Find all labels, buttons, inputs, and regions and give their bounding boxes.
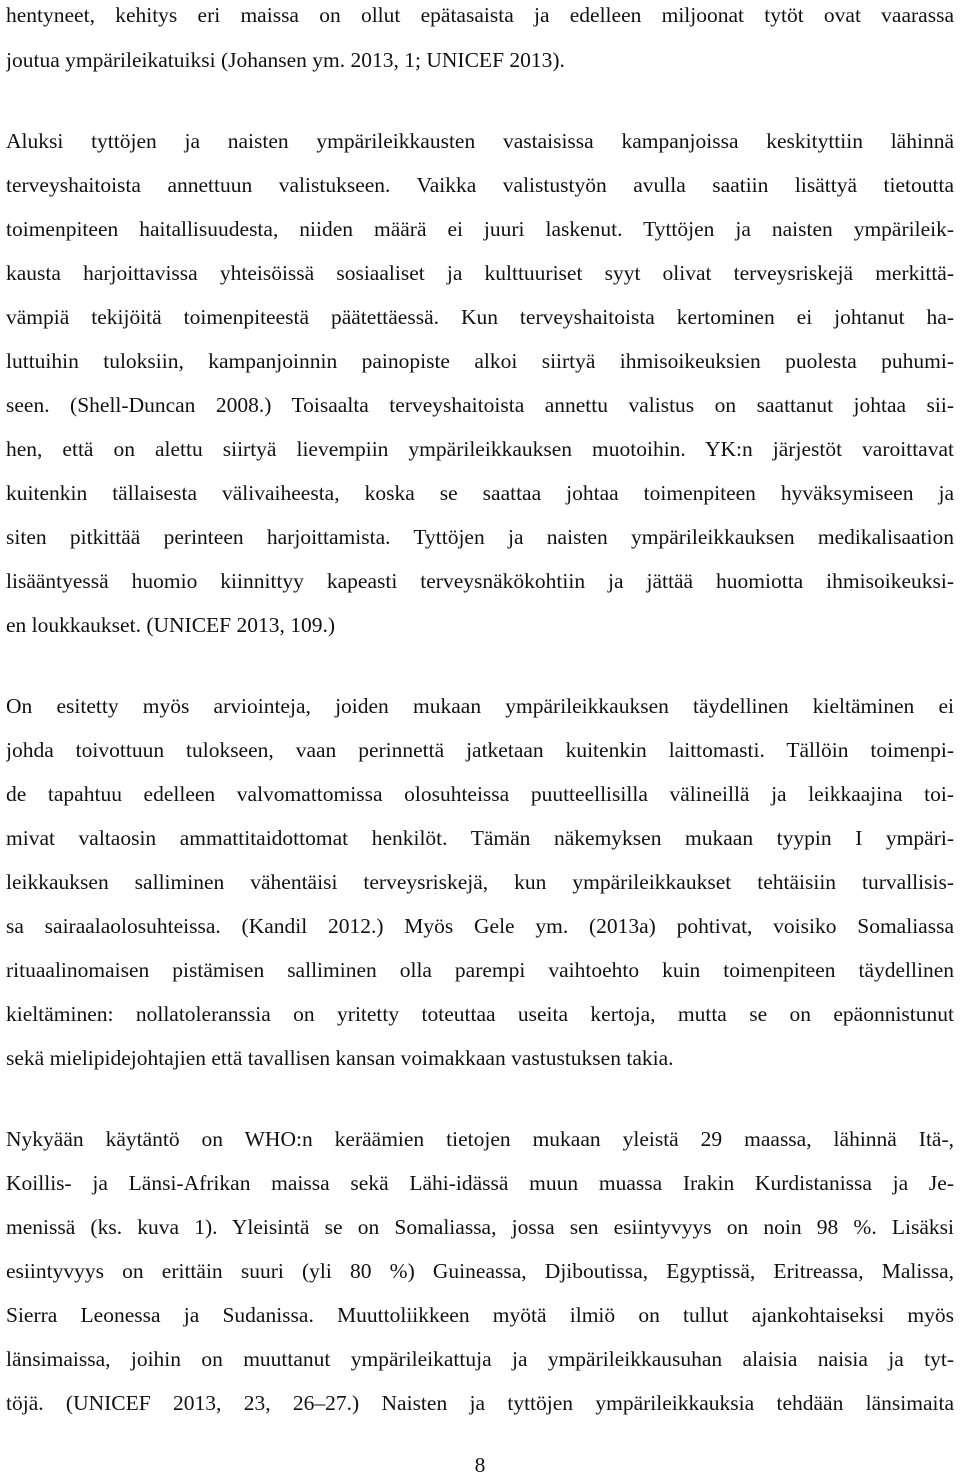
- text-line: On esitetty myös arviointeja, joiden mukaan ympärileikkauksen täydellinen kieltäminen ei: [6, 694, 954, 718]
- text-line: Aluksi tyttöjen ja naisten ympärileikkausten vastaisissa kampanjoissa keskityttiin lähinnä: [6, 129, 954, 153]
- text-line: Nykyään käytäntö on WHO:n keräämien tietojen mukaan yleistä 29 maassa, lähinnä Itä-,: [6, 1127, 954, 1151]
- text-line: kausta harjoittavissa yhteisöissä sosiaaliset ja kulttuuriset syyt olivat terveysriskejä merkittä-: [6, 261, 954, 285]
- text-line: länsimaissa, joihin on muuttanut ympärileikattuja ja ympärileikkausuhan alaisia naisia ja tyt-: [6, 1347, 954, 1371]
- text-line: Sierra Leonessa ja Sudanissa. Muuttoliikkeen myötä ilmiö on tullut ajankohtaiseksi myös: [6, 1303, 954, 1327]
- text-line: joutua ympärileikatuiksi (Johansen ym. 2013, 1; UNICEF 2013).: [6, 48, 565, 72]
- text-line: kuitenkin tällaisesta välivaiheesta, koska se saattaa johtaa toimenpiteen hyväksymiseen ja: [6, 481, 954, 505]
- text-line: siten pitkittää perinteen harjoittamista. Tyttöjen ja naisten ympärileikkauksen medikalisaation: [6, 525, 954, 549]
- text-line: en loukkaukset. (UNICEF 2013, 109.): [6, 613, 336, 637]
- text-line: mivat valtaosin ammattitaidottomat henkilöt. Tämän näkemyksen mukaan tyypin I ympäri-: [6, 826, 954, 850]
- text-line: hentyneet, kehitys eri maissa on ollut epätasaista ja edelleen miljoonat tytöt ovat vaarassa: [6, 3, 954, 27]
- text-line: esiintyvyys on erittäin suuri (yli 80 %) Guineassa, Djiboutissa, Egyptissä, Eritreassa, Malissa,: [6, 1259, 954, 1283]
- page-number: 8: [474, 1453, 486, 1477]
- text-line: leikkauksen salliminen vähentäisi terveysriskejä, kun ympärileikkaukset tehtäisiin turvallisis-: [6, 870, 954, 894]
- text-line: töjä. (UNICEF 2013, 23, 26–27.) Naisten ja tyttöjen ympärileikkauksia tehdään länsimaita: [6, 1391, 954, 1415]
- text-line: menissä (ks. kuva 1). Yleisintä se on Somaliassa, jossa sen esiintyvyys on noin 98 %. Lisäksi: [6, 1215, 954, 1239]
- text-line: hen, että on alettu siirtyä lievempiin ympärileikkauksen muotoihin. YK:n järjestöt varoittavat: [6, 437, 954, 461]
- text-line: Koillis- ja Länsi-Afrikan maissa sekä Lähi-idässä muun muassa Irakin Kurdistanissa ja Je-: [6, 1171, 954, 1195]
- text-line: vämpiä tekijöitä toimenpiteestä päätettäessä. Kun terveyshaitoista kertominen ei johtanut ha-: [6, 305, 954, 329]
- text-line: rituaalinomaisen pistämisen salliminen olla parempi vaihtoehto kuin toimenpiteen täydellinen: [6, 958, 954, 982]
- text-line: lisääntyessä huomio kiinnittyy kapeasti terveysnäkökohtiin ja jättää huomiotta ihmisoikeuksi-: [6, 569, 954, 593]
- text-line: sa sairaalaolosuhteissa. (Kandil 2012.) Myös Gele ym. (2013a) pohtivat, voisiko Somaliassa: [6, 914, 954, 938]
- text-line: de tapahtuu edelleen valvomattomissa olosuhteissa puutteellisilla välineillä ja leikkaajina toi-: [6, 782, 954, 806]
- text-line: seen. (Shell-Duncan 2008.) Toisaalta terveyshaitoista annettu valistus on saattanut johtaa sii-: [6, 393, 954, 417]
- text-line: terveyshaitoista annettuun valistukseen. Vaikka valistustyön avulla saatiin lisättyä tietoutta: [6, 173, 954, 197]
- text-line: sekä mielipidejohtajien että tavallisen kansan voimakkaan vastustuksen takia.: [6, 1046, 674, 1070]
- text-line: toimenpiteen haitallisuudesta, niiden määrä ei juuri laskenut. Tyttöjen ja naisten ympärileik-: [6, 217, 954, 241]
- text-line: luttuihin tuloksiin, kampanjoinnin painopiste alkoi siirtyä ihmisoikeuksien puolesta puhumi-: [6, 349, 954, 373]
- text-line: kieltäminen: nollatoleranssia on yritetty toteuttaa useita kertoja, mutta se on epäonnistunut: [6, 1002, 954, 1026]
- text-line: johda toivottuun tulokseen, vaan perinnettä jatketaan kuitenkin laittomasti. Tällöin toimenpi-: [6, 738, 954, 762]
